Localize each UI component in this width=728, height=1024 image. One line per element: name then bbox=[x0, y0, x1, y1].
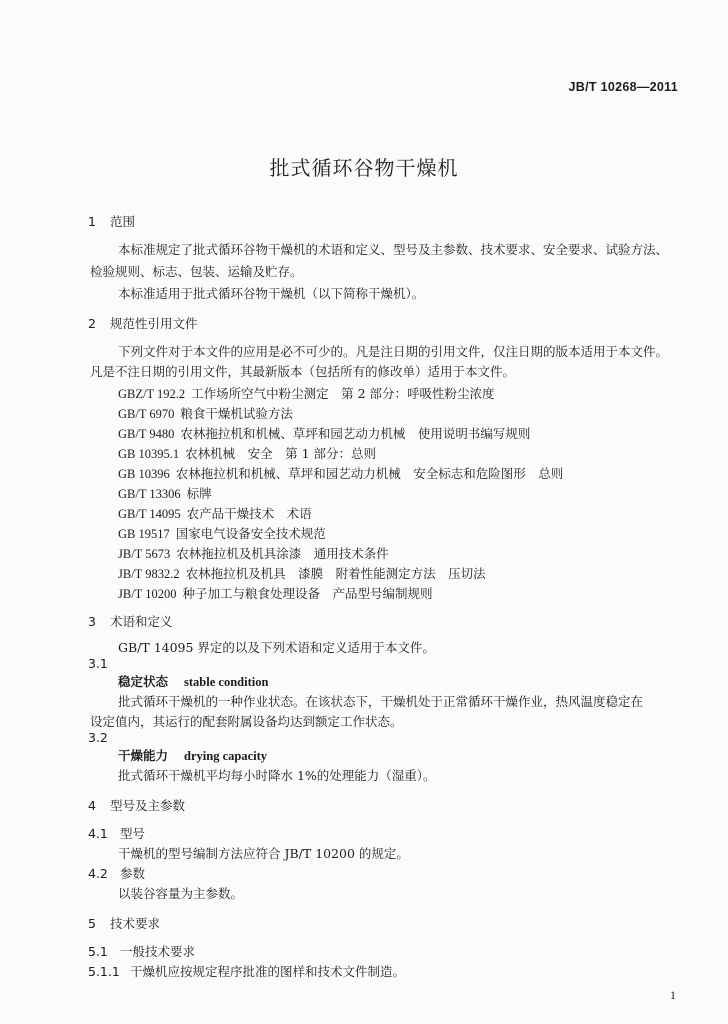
references-intro-line-2: 凡是不注日期的引用文件，其最新版本（包括所有的修改单）适用于本文件。 bbox=[90, 364, 516, 379]
reference-code: GB 19517 bbox=[118, 527, 170, 541]
section-number: 3 bbox=[88, 614, 96, 629]
reference-code: GB 10395.1 bbox=[118, 447, 180, 461]
clause-text: 干燥机应按规定程序批准的图样和技术文件制造。 bbox=[130, 964, 406, 979]
terms-intro: GB/T 14095 界定的以及下列术语和定义适用于本文件。 bbox=[118, 640, 435, 655]
reference-code: JB/T 9832.2 bbox=[118, 567, 180, 581]
reference-item bbox=[118, 424, 530, 442]
reference-title: 农林拖拉机及机具 漆膜 附着性能测定方法 压切法 bbox=[185, 566, 486, 581]
subsection-number: 4.1 bbox=[88, 826, 108, 841]
section-number: 1 bbox=[88, 214, 96, 229]
reference-title: 标牌 bbox=[186, 486, 212, 501]
term-heading bbox=[118, 672, 268, 690]
subsection-number: 5.1 bbox=[88, 944, 108, 959]
section-title: 范围 bbox=[110, 214, 136, 229]
section-1-heading bbox=[88, 212, 135, 230]
section-title: 型号及主参数 bbox=[110, 798, 186, 813]
section-2-heading bbox=[88, 314, 198, 332]
term-number: 3.1 bbox=[88, 656, 108, 671]
section-title: 规范性引用文件 bbox=[110, 316, 198, 331]
reference-item bbox=[118, 524, 326, 542]
subsection-number: 4.2 bbox=[88, 866, 108, 881]
section-title: 技术要求 bbox=[110, 916, 161, 931]
reference-code: GB 10396 bbox=[118, 467, 170, 481]
reference-item bbox=[118, 464, 563, 482]
term-definition-line-2: 设定值内，其运行的配套附属设备均达到额定工作状态。 bbox=[90, 714, 403, 729]
subsection-title: 一般技术要求 bbox=[120, 944, 196, 959]
term-english: stable condition bbox=[184, 675, 269, 689]
scope-paragraph-line-2: 检验规则、标志、包装、运输及贮存。 bbox=[90, 264, 303, 279]
term-heading bbox=[118, 746, 267, 764]
term-definition: 批式循环干燥机平均每小时降水 1%的处理能力（湿重）。 bbox=[118, 768, 436, 783]
reference-code: JB/T 10200 bbox=[118, 587, 177, 601]
term-english: drying capacity bbox=[184, 749, 267, 763]
term-chinese: 干燥能力 bbox=[118, 748, 169, 763]
standard-number: JB/T 10268—2011 bbox=[568, 80, 678, 94]
reference-title: 农林拖拉机和机械、草坪和园艺动力机械 使用说明书编写规则 bbox=[180, 426, 531, 441]
reference-item bbox=[118, 404, 293, 422]
subsection-4-1-heading bbox=[88, 824, 145, 842]
section-4-heading bbox=[88, 796, 185, 814]
subsection-title: 参数 bbox=[120, 866, 146, 881]
section-number: 5 bbox=[88, 916, 96, 931]
term-number: 3.2 bbox=[88, 730, 108, 745]
subsection-title: 型号 bbox=[120, 826, 146, 841]
reference-item bbox=[118, 444, 376, 462]
reference-title: 种子加工与粮食处理设备 产品型号编制规则 bbox=[182, 586, 433, 601]
term-chinese: 稳定状态 bbox=[118, 674, 169, 689]
subsection-4-2-text: 以装谷容量为主参数。 bbox=[118, 886, 244, 901]
reference-code: GBZ/T 192.2 bbox=[118, 387, 186, 401]
scope-paragraph-line-1: 本标准规定了批式循环谷物干燥机的术语和定义、型号及主参数、技术要求、安全要求、试验方法、 bbox=[118, 242, 669, 257]
reference-title: 农林机械 安全 第 1 部分：总则 bbox=[185, 446, 377, 461]
reference-item bbox=[118, 544, 389, 562]
reference-code: JB/T 5673 bbox=[118, 547, 171, 561]
section-title: 术语和定义 bbox=[110, 614, 173, 629]
reference-item bbox=[118, 584, 432, 602]
reference-code: GB/T 14095 bbox=[118, 507, 181, 521]
reference-item bbox=[118, 484, 212, 502]
reference-item bbox=[118, 384, 495, 402]
section-3-heading bbox=[88, 612, 173, 630]
term-definition-line-1: 批式循环干燥机的一种作业状态。在该状态下，干燥机处于正常循环干燥作业，热风温度稳定在 bbox=[118, 694, 644, 709]
reference-title: 粮食干燥机试验方法 bbox=[180, 406, 293, 421]
section-5-heading bbox=[88, 914, 160, 932]
subsection-5-1-heading bbox=[88, 942, 195, 960]
references-intro-line-1: 下列文件对于本文件的应用是必不可少的。凡是注日期的引用文件，仅注日期的版本适用于本文件。 bbox=[118, 344, 669, 359]
reference-title: 工作场所空气中粉尘测定 第 2 部分：呼吸性粉尘浓度 bbox=[191, 386, 495, 401]
subsection-4-1-text: 干燥机的型号编制方法应符合 JB/T 10200 的规定。 bbox=[118, 846, 409, 861]
section-number: 4 bbox=[88, 798, 96, 813]
clause-number: 5.1.1 bbox=[88, 964, 120, 979]
reference-code: GB/T 9480 bbox=[118, 427, 175, 441]
clause-5-1-1 bbox=[88, 962, 405, 980]
scope-paragraph-2: 本标准适用于批式循环谷物干燥机（以下简称干燥机）。 bbox=[118, 286, 425, 301]
document-title: 批式循环谷物干燥机 bbox=[269, 156, 459, 180]
reference-title: 农产品干燥技术 术语 bbox=[186, 506, 312, 521]
reference-item bbox=[118, 564, 486, 582]
reference-code: GB/T 13306 bbox=[118, 487, 181, 501]
section-number: 2 bbox=[88, 316, 96, 331]
reference-code: GB/T 6970 bbox=[118, 407, 175, 421]
reference-title: 农林拖拉机及机具涂漆 通用技术条件 bbox=[176, 546, 389, 561]
subsection-4-2-heading bbox=[88, 864, 145, 882]
page-number: 1 bbox=[670, 988, 676, 1002]
reference-title: 国家电气设备安全技术规范 bbox=[175, 526, 326, 541]
reference-item bbox=[118, 504, 312, 522]
reference-title: 农林拖拉机和机械、草坪和园艺动力机械 安全标志和危险图形 总则 bbox=[175, 466, 564, 481]
